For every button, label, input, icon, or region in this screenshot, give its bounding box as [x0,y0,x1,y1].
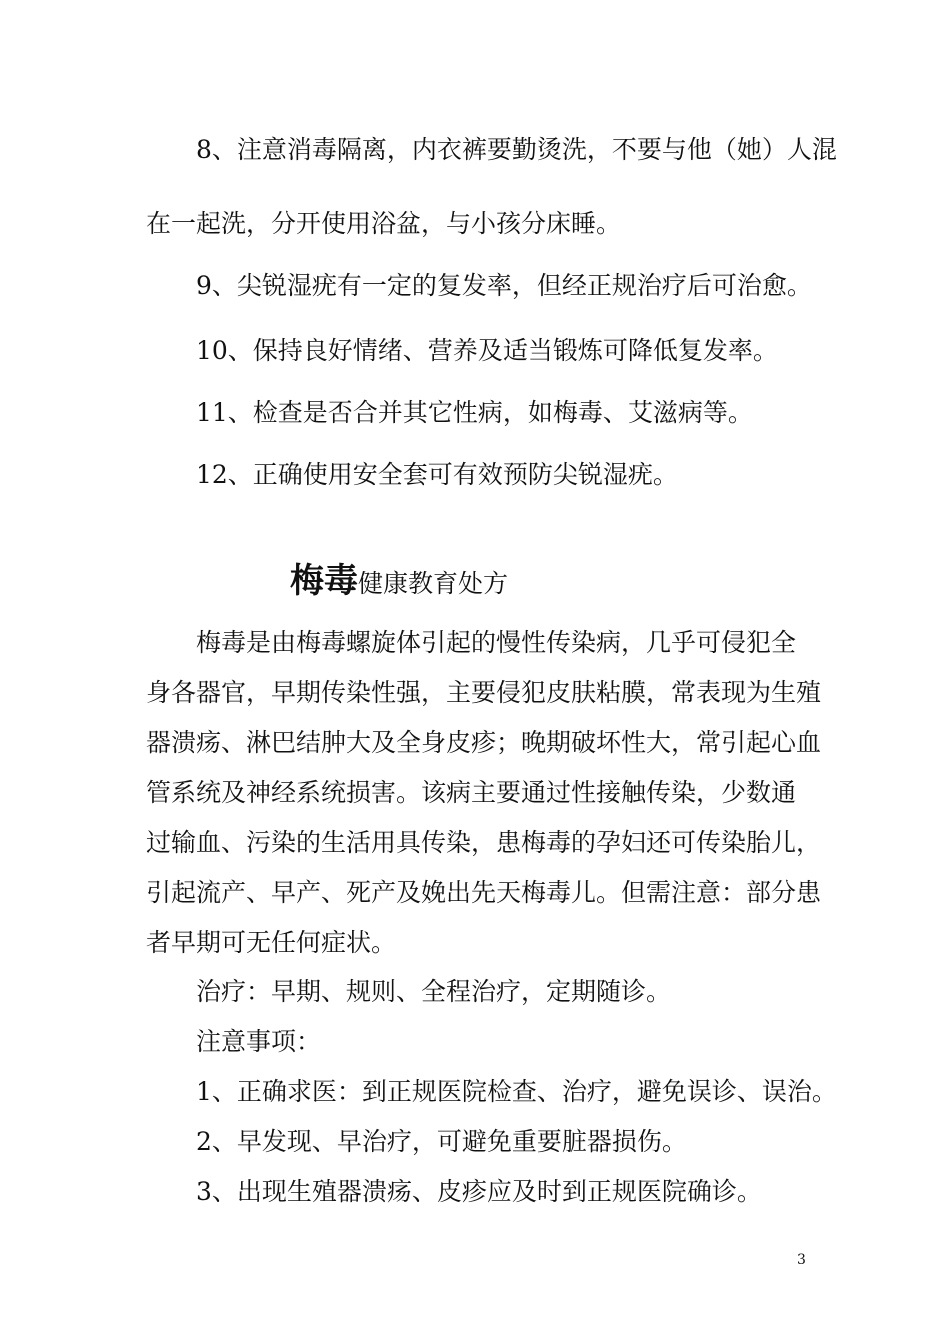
intro-line-6: 引起流产、早产、死产及娩出先天梅毒儿。但需注意：部分患 [146,878,822,907]
list-item-11: 11、检查是否合并其它性病，如梅毒、艾滋病等。 [196,398,753,427]
intro-line-3: 器溃疡、淋巴结肿大及全身皮疹；晚期破坏性大，常引起心血 [146,728,822,757]
section-title-main: 梅毒 [290,561,358,601]
section-title-sub: 健康教育处方 [358,569,509,598]
note-item-3: 3、出现生殖器溃疡、皮疹应及时到正规医院确诊。 [196,1177,762,1206]
note-item-2: 2、早发现、早治疗，可避免重要脏器损伤。 [196,1127,687,1156]
section-title [290,553,508,602]
intro-line-2: 身各器官，早期传染性强，主要侵犯皮肤粘膜，常表现为生殖 [146,678,822,707]
intro-line-1: 梅毒是由梅毒螺旋体引起的慢性传染病，几乎可侵犯全 [196,628,797,657]
note-item-1: 1、正确求医：到正规医院检查、治疗，避免误诊、误治。 [196,1077,837,1106]
page-number: 3 [797,1252,806,1268]
treatment-line: 治疗：早期、规则、全程治疗，定期随诊。 [196,977,672,1006]
list-item-9: 9、尖锐湿疣有一定的复发率，但经正规治疗后可治愈。 [196,271,812,300]
intro-line-4: 管系统及神经系统损害。该病主要通过性接触传染，少数通 [146,778,797,807]
list-item-8-line-1: 8、注意消毒隔离，内衣裤要勤烫洗，不要与他（她）人混 [196,135,837,164]
list-item-12: 12、正确使用安全套可有效预防尖锐湿疣。 [196,460,678,489]
list-item-8-line-2: 在一起洗，分开使用浴盆，与小孩分床睡。 [146,209,622,238]
intro-line-5: 过输血、污染的生活用具传染，患梅毒的孕妇还可传染胎儿， [146,828,822,857]
list-item-10: 10、保持良好情绪、营养及适当锻炼可降低复发率。 [196,336,778,365]
notes-heading: 注意事项： [196,1027,322,1056]
intro-line-7: 者早期可无任何症状。 [146,928,397,957]
